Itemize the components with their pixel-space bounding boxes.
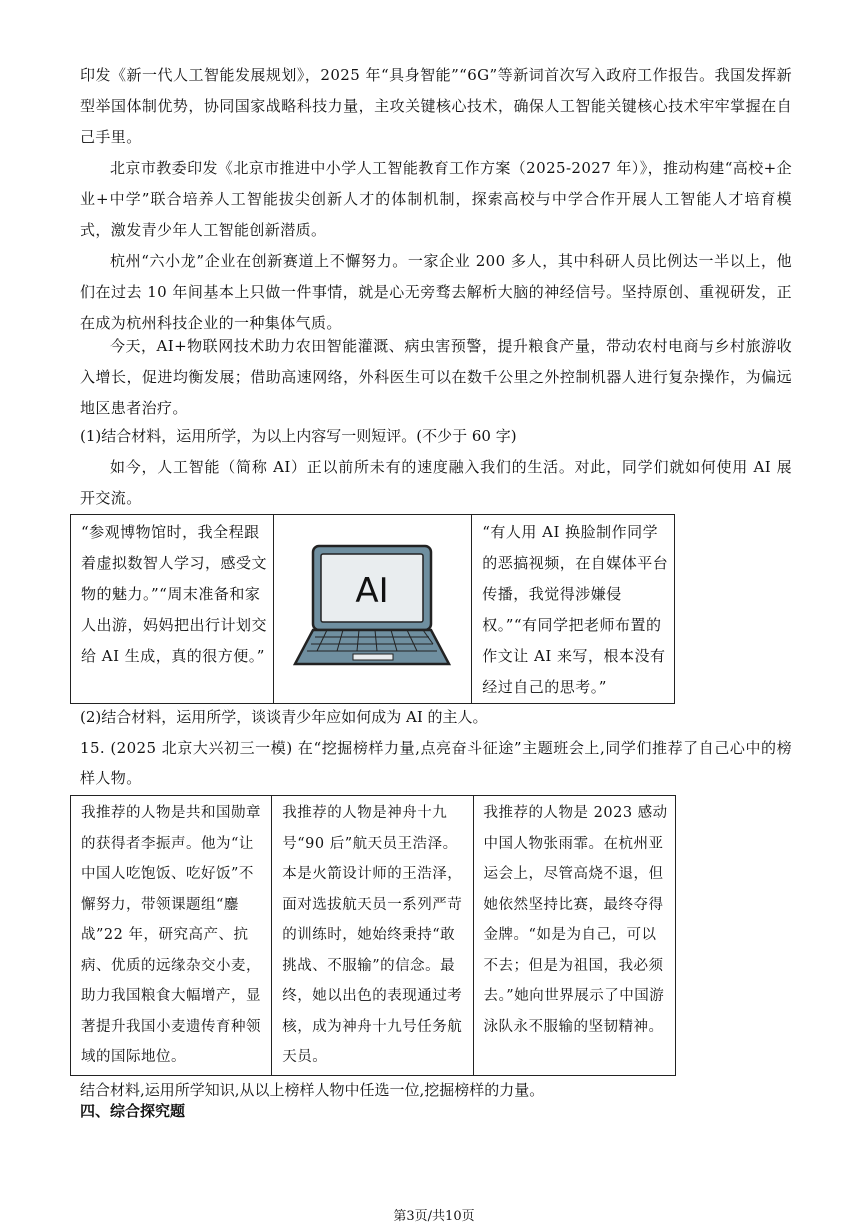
paragraph-ai-iot: 今天，AI+物联网技术助力农田智能灌溉、病虫害预警，提升粮食产量，带动农村电商与乡村旅游收入增长，促进均衡发展；借助高速网络，外科医生可以在数千公里之外控制机器人进行复杂操作，为偏远地区患者治疗。 xyxy=(80,337,792,417)
question-15-task: 结合材料,运用所学知识,从以上榜样人物中任选一位,挖掘榜样的力量。 xyxy=(80,1081,545,1099)
question-2: (2)结合材料，运用所学，谈谈青少年应如何成为 AI 的主人。 xyxy=(80,708,488,726)
ai-discussion-table xyxy=(70,514,675,704)
paragraph-beijing-education: 北京市教委印发《北京市推进中小学人工智能教育工作方案（2025-2027 年）》，推动构建“高校+企业+中学”联合培养人工智能拔尖创新人才的体制机制，探索高校与中学合作开展人工智能人才培育模式，激发青少年人工智能创新潜质。 xyxy=(80,159,792,239)
laptop-screen-text: AI xyxy=(355,571,390,611)
paragraph-ai-intro: 如今，人工智能（简称 AI）正以前所未有的速度融入我们的生活。对此，同学们就如何使用 AI 展开交流。 xyxy=(80,458,792,507)
ai-positive-quotes: “参观博物馆时，我全程跟着虚拟数智人学习，感受文物的魅力。”“周末准备和家人出游，妈妈把出行计划交给 AI 生成，真的很方便。” xyxy=(81,523,268,665)
question-15: 15. (2025 北京大兴初三一模) 在“挖掘榜样力量,点亮奋斗征途”主题班会上,同学们推荐了自己心中的榜样人物。 xyxy=(80,739,792,787)
role-model-table xyxy=(70,795,676,1076)
paragraph-ai-plan: 印发《新一代人工智能发展规划》，2025 年“具身智能”“6G”等新词首次写入政府工作报告。我国发挥新型举国体制优势，协同国家战略科技力量，主攻关键核心技术，确保人工智能关键核心技术牢牢掌握在自己手里。 xyxy=(80,66,792,146)
page-number: 第3页/共10页 xyxy=(393,1209,475,1224)
laptop-icon xyxy=(287,542,457,672)
ai-table-right-cell xyxy=(472,515,675,704)
role-model-zhang-yufei: 我推荐的人物是 2023 感动中国人物张雨霏。在杭州亚运会上，尽管高烧不退，但她依然坚持比赛，最终夺得金牌。“如是为自己，可以不去；但是为祖国，我必须去。”她向世界展示了中国游泳队永不服输的坚韧精神。 xyxy=(483,805,668,1035)
section-heading: 四、综合探究题 xyxy=(80,1102,186,1120)
role-model-wang-haoze: 我推荐的人物是神舟十九号“90 后”航天员王浩泽。本是火箭设计师的王浩泽，面对选拔航天员一系列严苛的训练时，她始终秉持“敢挑战、不服输”的信念。最终，她以出色的表现通过考核，成为神舟十九号任务航天员。 xyxy=(282,805,463,1065)
ai-table-image-cell xyxy=(273,515,471,704)
role-model-cell-1 xyxy=(71,796,272,1076)
question-1: (1)结合材料，运用所学，为以上内容写一则短评。(不少于 60 字) xyxy=(80,427,517,445)
paragraph-hangzhou-enterprises: 杭州“六小龙”企业在创新赛道上不懈努力。一家企业 200 多人，其中科研人员比例达一半以上，他们在过去 10 年间基本上只做一件事情，就是心无旁骛去解析大脑的神经信号。坚持原创、重视研发，正在成为杭州科技企业的一种集体气质。 xyxy=(80,252,792,332)
ai-table-left-cell xyxy=(71,515,274,704)
role-model-li-zhensheng: 我推荐的人物是共和国勋章的获得者李振声。他为“让中国人吃饱饭、吃好饭”不懈努力，带领课题组“鏖战”22 年，研究高产、抗病、优质的远缘杂交小麦，助力我国粮食大幅增产，显著提升我国小麦遗传育种领域的国际地位。 xyxy=(81,805,261,1065)
role-model-cell-2 xyxy=(272,796,473,1076)
ai-negative-quotes: “有人用 AI 换脸制作同学的恶搞视频，在自媒体平台传播，我觉得涉嫌侵权。”“有同学把老师布置的作文让 AI 来写，根本没有经过自己的思考。” xyxy=(482,523,669,696)
role-model-cell-3 xyxy=(473,796,675,1076)
